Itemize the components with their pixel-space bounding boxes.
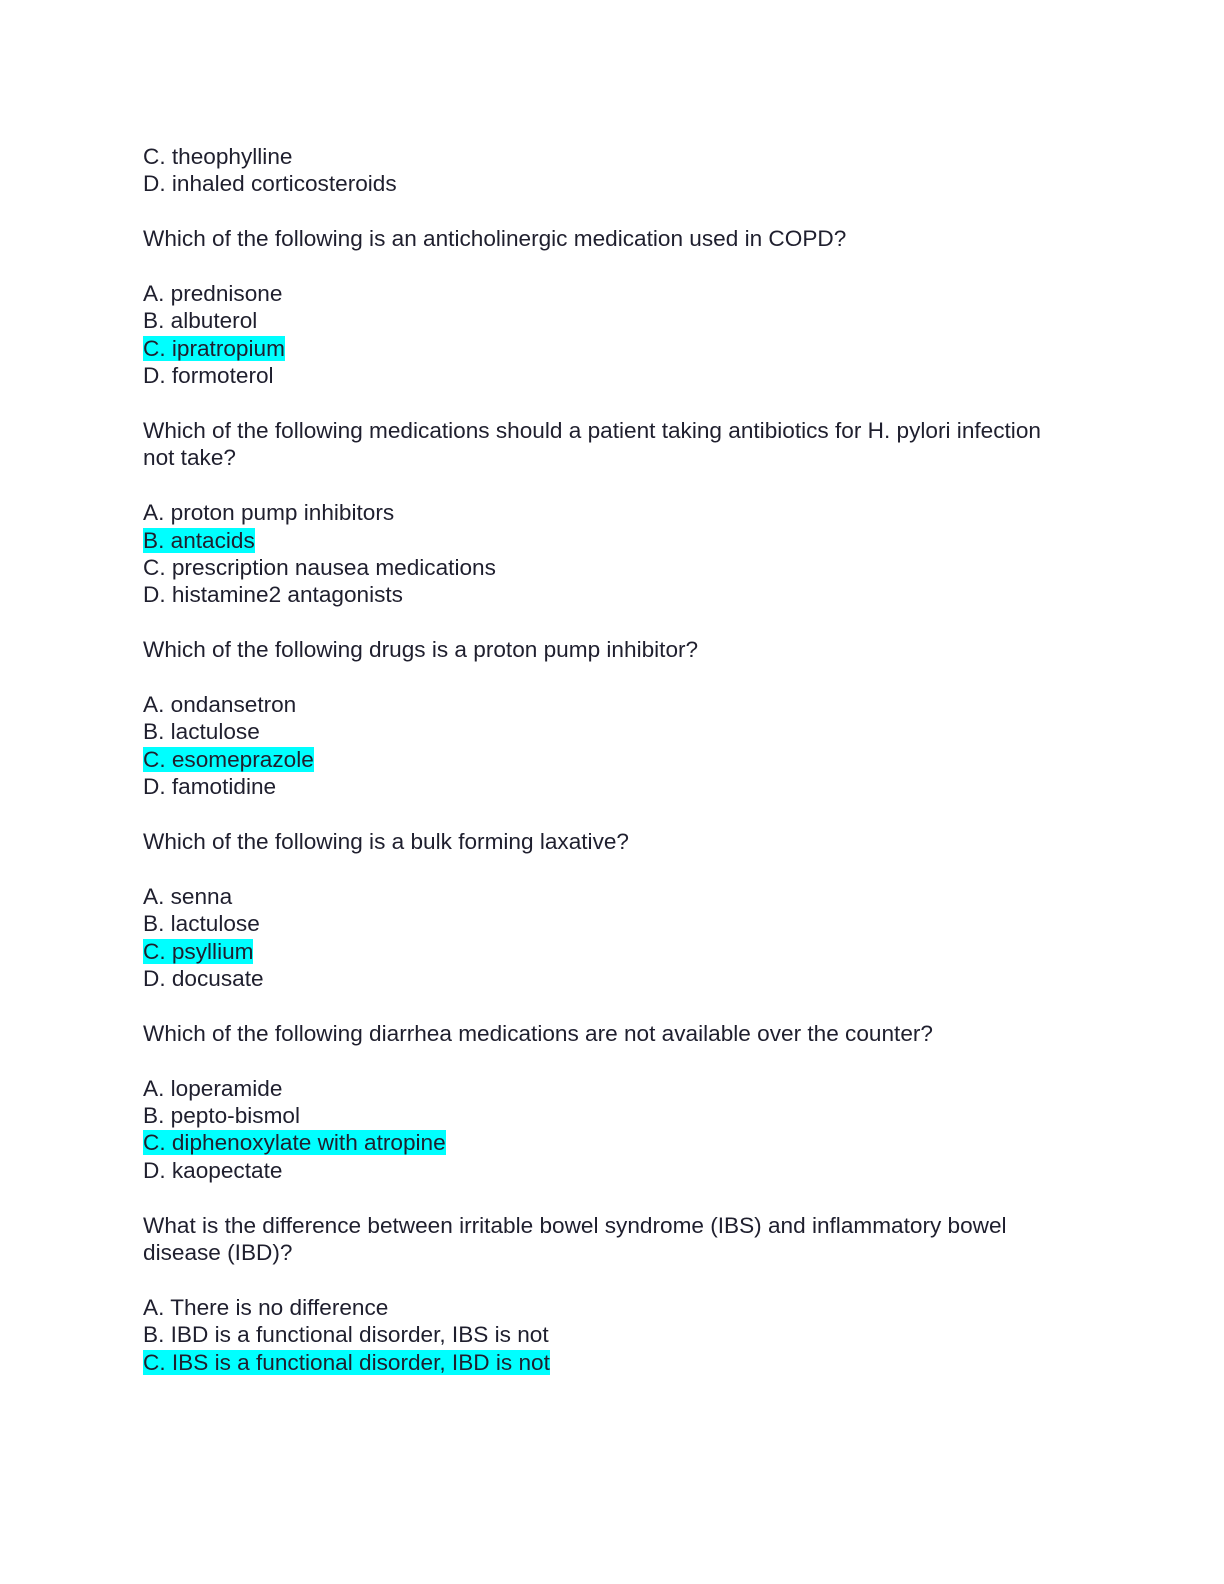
answer-highlight: C. IBS is a functional disorder, IBD is not [143,1349,550,1375]
option-line: A. loperamide [143,1075,283,1101]
option-line-correct [143,1349,1083,1376]
option-line: D. famotidine [143,774,277,800]
answer-highlight: C. diphenoxylate with atropine [143,1130,446,1156]
option-line: B. pepto-bismol [143,1103,300,1129]
option-line-correct [143,746,1083,773]
option-line: B. lactulose [143,911,260,937]
option-line: D. inhaled corticosteroids [143,171,397,197]
answer-highlight: C. ipratropium [143,335,285,361]
option-line-correct [143,335,1083,362]
option-line: D. formoterol [143,363,274,389]
question-text: What is the difference between irritable bowel syndrome (IBS) and inflammatory bowel disease (IBD)? [143,1212,1007,1266]
question-text: Which of the following is a bulk forming laxative? [143,829,629,855]
option-line: A. senna [143,883,233,909]
answer-highlight: C. psyllium [143,938,254,964]
option-line: A. There is no difference [143,1294,389,1320]
question-text: Which of the following is an anticholinergic medication used in COPD? [143,226,847,252]
option-line: A. proton pump inhibitors [143,500,395,526]
option-line: D. histamine2 antagonists [143,582,403,608]
option-line: D. kaopectate [143,1157,283,1183]
question-text: Which of the following diarrhea medications are not available over the counter? [143,1020,933,1046]
option-line-correct [143,938,1083,965]
option-line: C. theophylline [143,144,293,169]
option-line-correct [143,1129,1083,1156]
option-line-correct [143,527,1083,554]
question-text: Which of the following drugs is a proton pump inhibitor? [143,637,699,663]
question-text: Which of the following medications should a patient taking antibiotics for H. pylori infection not take? [143,418,1041,471]
option-line: B. lactulose [143,719,260,745]
answer-highlight: C. esomeprazole [143,746,314,772]
option-line: C. prescription nausea medications [143,555,496,581]
document-body [143,143,1083,1376]
option-line: A. prednisone [143,281,283,306]
answer-highlight: B. antacids [143,527,255,553]
option-line: B. IBD is a functional disorder, IBS is not [143,1322,549,1348]
option-line: B. albuterol [143,308,258,334]
option-line: D. docusate [143,966,264,992]
option-line: A. ondansetron [143,692,297,718]
